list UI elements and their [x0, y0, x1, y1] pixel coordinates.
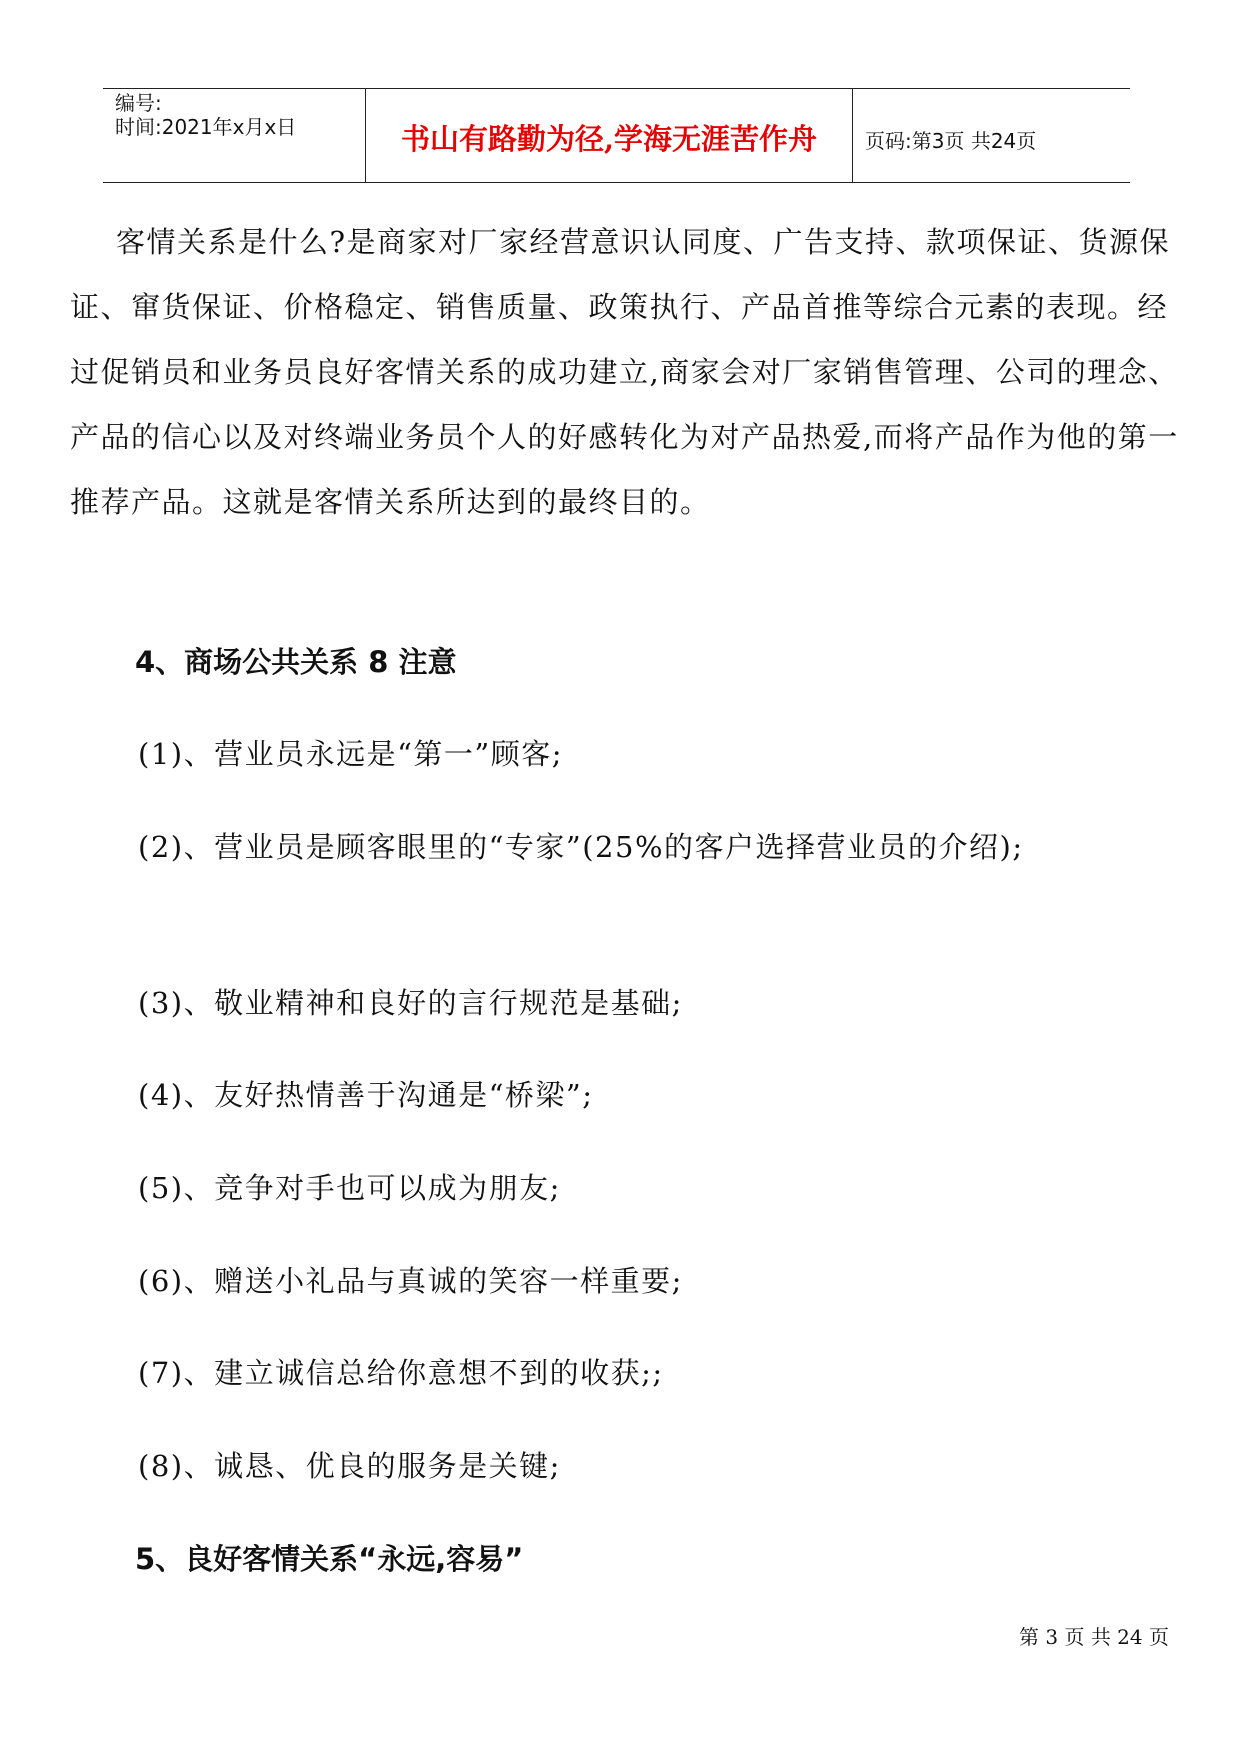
header-motto: 书山有路勤为径,学海无涯苦作舟 — [400, 122, 818, 156]
list-item-3: (3)、敬业精神和良好的言行规范是基础; — [138, 986, 683, 1020]
document-header — [103, 88, 1130, 183]
list-item-7: (7)、建立诚信总给你意想不到的收获;; — [138, 1356, 664, 1390]
number-label: 编号: — [115, 91, 162, 115]
header-page-code: 页码:第3页 共24页 — [865, 129, 1037, 153]
list-item-5: (5)、竞争对手也可以成为朋友; — [138, 1171, 561, 1205]
header-left-cell — [103, 89, 366, 182]
intro-paragraph: 客情关系是什么?是商家对厂家经营意识认同度、广告支持、款项保证、货源保证、窜货保证、价格稳定、销售质量、政策执行、产品首推等综合元素的表现。经过促销员和业务员良好客情关系的成功建立,商家会对厂家销售管理、公司的理念、产品的信心以及对终端业务员个人的好感转化为对产品热爱,而将产品作为他的第一推荐产品。这就是客情关系所达到的最终目的。 — [70, 225, 1179, 519]
section-4-heading: 4、商场公共关系 8 注意 — [135, 645, 457, 679]
list-item-4: (4)、友好热情善于沟通是“桥梁”; — [138, 1078, 594, 1112]
list-item-1: (1)、营业员永远是“第一”顾客; — [138, 737, 564, 771]
page-footer: 第 3 页 共 24 页 — [1019, 1625, 1169, 1649]
list-item-2: (2)、营业员是顾客眼里的“专家”(25%的客户选择营业员的介绍); — [138, 830, 1024, 864]
time-label: 时间:2021年x月x日 — [115, 115, 297, 139]
header-middle-cell — [366, 89, 853, 182]
list-item-6: (6)、赠送小礼品与真诚的笑容一样重要; — [138, 1264, 683, 1298]
header-right-cell — [853, 89, 1130, 182]
section-5-heading: 5、良好客情关系“永远,容易” — [135, 1542, 524, 1576]
list-item-8: (8)、诚恳、优良的服务是关键; — [138, 1449, 561, 1483]
